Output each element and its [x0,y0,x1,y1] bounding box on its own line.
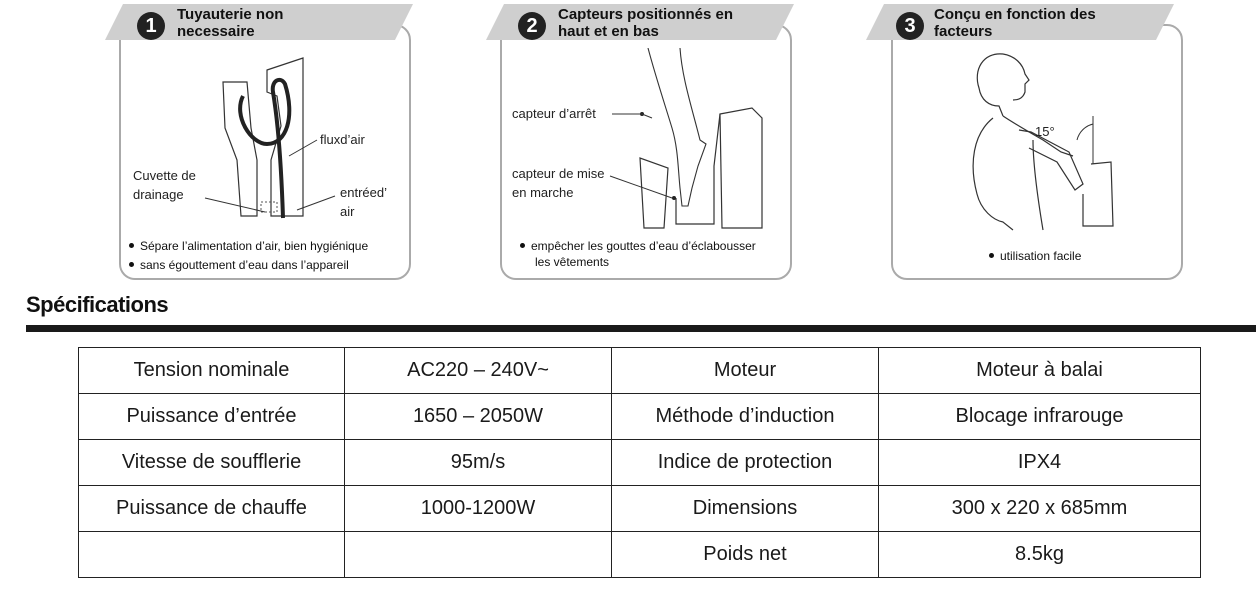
drain-label-line2: drainage [133,187,184,202]
spec-value-cell: 1000-1200W [345,486,612,532]
spec-label-cell: Puissance de chauffe [79,486,345,532]
spec-label-cell: Poids net [612,532,879,578]
table-row [79,348,1201,394]
start-sensor-label-line1: capteur de mise [512,166,605,181]
feature-panel-1 [119,24,411,280]
spec-label-cell: Tension nominale [79,348,345,394]
feature-tab-3 [866,4,1176,40]
panel1-bullet-2: sans égouttement d’eau dans l’appareil [129,257,349,273]
spec-label-cell: Vitesse de soufflerie [79,440,345,486]
table-row [79,440,1201,486]
spec-label-cell [79,532,345,578]
angle-label: 15° [1035,124,1055,139]
airflow-label: fluxd’air [320,132,365,147]
air-inlet-label-line1: entréed’ [340,185,387,200]
spec-label-cell: Indice de protection [612,440,879,486]
stop-sensor-label: capteur d’arrêt [512,106,596,121]
bullet-dot [989,253,994,258]
spec-value-cell: 300 x 220 x 685mm [879,486,1201,532]
feature-title-1: Tuyauterie non necessaire [177,6,284,40]
spec-label-cell: Dimensions [612,486,879,532]
number-badge-1: 1 [137,12,165,40]
feature-panel-2 [500,24,792,280]
spec-value-cell: IPX4 [879,440,1201,486]
spec-value-cell: 1650 – 2050W [345,394,612,440]
number-badge-2: 2 [518,12,546,40]
spec-value-cell: 8.5kg [879,532,1201,578]
table-row [79,394,1201,440]
table-row [79,532,1201,578]
bullet-dot [129,243,134,248]
specifications-heading: Spécifications [26,292,169,317]
start-sensor-label-line2: en marche [512,185,574,200]
feature-tab-2 [486,4,796,40]
panel3-bullet-1: utilisation facile [989,248,1081,264]
specifications-table [78,347,1201,578]
feature-title-3: Conçu en fonction des facteurs [934,6,1096,40]
spec-value-cell [345,532,612,578]
person-using-dryer-illustration [933,44,1133,234]
feature-tab-1 [105,4,415,40]
feature-title-2: Capteurs positionnés en haut et en bas [558,6,734,40]
drain-label-line1: Cuvette de [133,168,196,183]
spec-value-cell: 95m/s [345,440,612,486]
spec-value-cell: AC220 – 240V~ [345,348,612,394]
table-row [79,486,1201,532]
panel2-bullet-1: empêcher les gouttes d’eau d’éclabousser [520,238,756,254]
panel1-bullet-1: Sépare l’alimentation d’air, bien hygiénique [129,238,368,254]
heading-divider [26,325,1256,332]
panel2-bullet-2: les vêtements [535,255,610,269]
number-badge-3: 3 [896,12,924,40]
bullet-dot [520,243,525,248]
spec-label-cell: Moteur [612,348,879,394]
spec-label-cell: Puissance d’entrée [79,394,345,440]
air-inlet-label-line2: air [340,204,355,219]
spec-label-cell: Méthode d’induction [612,394,879,440]
bullet-dot [129,262,134,267]
feature-panel-3 [891,24,1183,280]
spec-value-cell: Blocage infrarouge [879,394,1201,440]
spec-value-cell: Moteur à balai [879,348,1201,394]
